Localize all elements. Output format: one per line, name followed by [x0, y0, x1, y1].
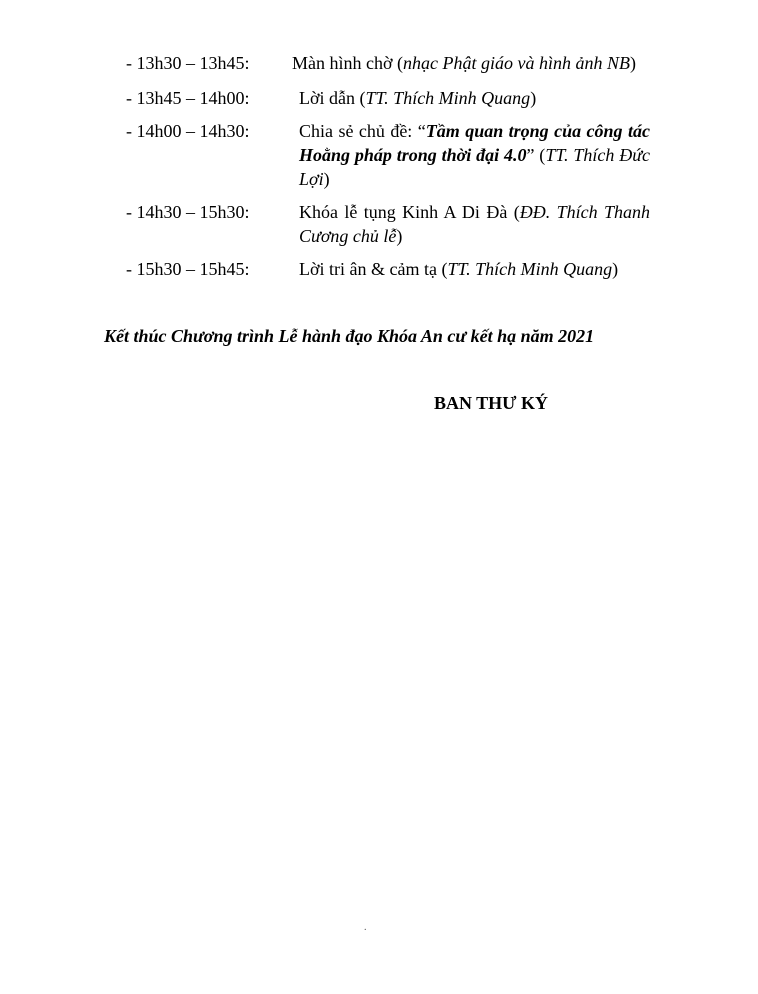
description-note: ĐĐ. Thích Thanh Cương chủ lễ	[299, 202, 650, 246]
description-close: )	[396, 226, 403, 246]
schedule-description	[292, 51, 662, 75]
description-text: Lời tri ân & cảm tạ (	[299, 259, 448, 279]
description-mid: ” (	[526, 145, 546, 165]
schedule-time: - 13h30 – 13h45:	[126, 53, 250, 73]
description-topic: Tầm quan trọng của công tác Hoằng pháp trong thời đại 4.0	[299, 121, 650, 165]
description-text: Màn hình chờ (	[292, 53, 403, 73]
description-close: )	[612, 259, 619, 279]
description-close: )	[323, 169, 330, 189]
description-text: Chia sẻ chủ đề: “	[299, 121, 426, 141]
description-note: TT. Thích Đức Lợi	[299, 145, 651, 189]
signature-title: BAN THƯ KÝ	[434, 393, 549, 413]
schedule-time: - 13h45 – 14h00:	[126, 88, 250, 108]
schedule-time: - 15h30 – 15h45:	[126, 259, 250, 279]
description-text: Khóa lễ tụng Kinh A Di Đà (	[299, 202, 520, 222]
schedule-time: - 14h00 – 14h30:	[126, 121, 250, 141]
description-note: TT. Thích Minh Quang	[365, 88, 531, 108]
schedule-description	[299, 257, 650, 281]
schedule-description	[299, 119, 650, 191]
description-close: )	[530, 88, 537, 108]
description-note: TT. Thích Minh Quang	[447, 259, 613, 279]
closing-statement: Kết thúc Chương trình Lễ hành đạo Khóa An cư kết hạ năm 2021	[104, 326, 595, 346]
page-marker: .	[364, 922, 367, 933]
description-text: Lời dẫn (	[299, 88, 366, 108]
description-note: nhạc Phật giáo và hình ảnh NB	[403, 53, 630, 73]
schedule-description	[299, 86, 650, 110]
description-close: )	[629, 53, 636, 73]
schedule-time: - 14h30 – 15h30:	[126, 202, 250, 222]
schedule-description	[299, 200, 650, 248]
